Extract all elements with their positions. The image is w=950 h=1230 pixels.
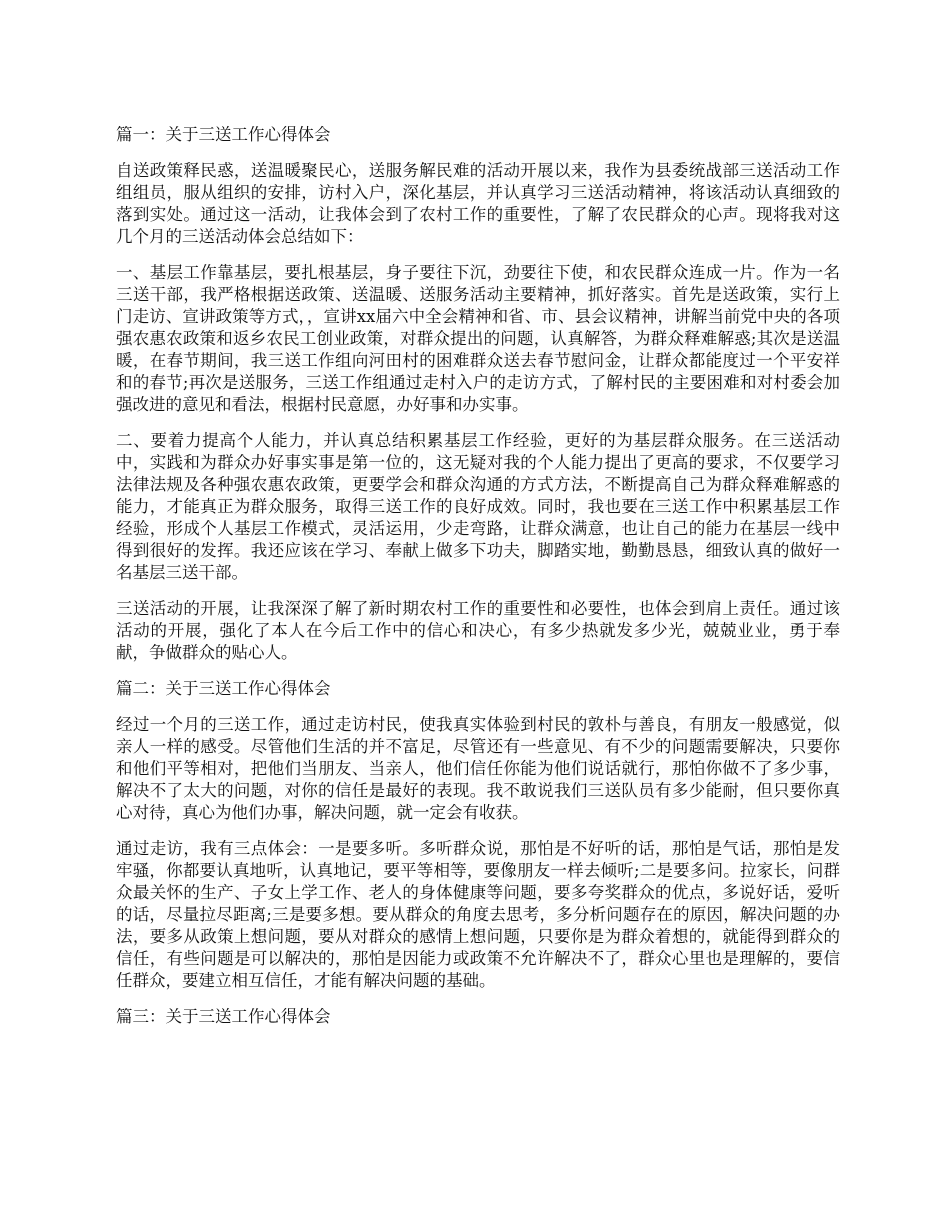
section-2 <box>116 678 840 992</box>
paragraph: 通过走访，我有三点体会：一是要多听。多听群众说，那怕是不好听的话，那怕是气话，那怕是发牢骚，你都要认真地听，认真地记，要平等相等，要像朋友一样去倾听;二是要多问。拉家长，问群众最关怀的生产、子女上学工作、老人的身体健康等问题，要多夸奖群众的优点，多说好话，爱听的话，尽量拉尽距离;三是要多想。要从群众的角度去思考，多分析问题存在的原因，解决问题的办法，要多从政策上想问题，要从对群众的感情上想问题，只要你是为群众着想的，就能得到群众的信任，有些问题是可以解决的，那怕是因能力或政策不允许解决不了，群众心里也是理解的，要信任群众，要建立相互信任，才能有解决问题的基础。 <box>116 839 840 990</box>
paragraph: 经过一个月的三送工作，通过走访村民，使我真实体验到村民的敦朴与善良，有朋友一般感觉，似亲人一样的感受。尽管他们生活的并不富足，尽管还有一些意见、有不少的问题需要解决，只要你和他们平等相对，把他们当朋友、当亲人，他们信任你能为他们说话就行，那怕你做不了多少事，解决不了太大的问题，对你的信任是最好的表现。我不敢说我们三送队员有多少能耐，但只要你真心对待，真心为他们办事，解决问题，就一定会有收获。 <box>116 715 840 822</box>
section-1 <box>116 124 840 664</box>
paragraph: 三送活动的开展，让我深深了解了新时期农村工作的重要性和必要性，也体会到肩上责任。通过该活动的开展，强化了本人在今后工作中的信心和决心，有多少热就发多少光，兢兢业业，勇于奉献，争做群众的贴心人。 <box>116 599 840 662</box>
paragraph: 一、基层工作靠基层，要扎根基层，身子要往下沉，劲要往下使，和农民群众连成一片。作为一名三送干部，我严格根据送政策、送温暖、送服务活动主要精神，抓好落实。首先是送政策，实行上门走访、宣讲政策等方式，，宣讲xx届六中全会精神和省、市、县会议精神，讲解当前党中央的各项强农惠农政策和返乡农民工创业政策，对群众提出的问题，认真解答，为群众释难解惑;其次是送温暖，在春节期间，我三送工作组向河田村的困难群众送去春节慰问金，让群众都能度过一个平安祥和的春节;再次是送服务，三送工作组通过走村入户的走访方式，了解村民的主要困难和对村委会加强改进的意见和看法，根据村民意愿，办好事和办实事。 <box>116 263 840 414</box>
document-page <box>116 124 840 1042</box>
section-title: 篇二：关于三送工作心得体会 <box>116 679 331 698</box>
section-title: 篇一：关于三送工作心得体会 <box>116 125 331 144</box>
section-title: 篇三：关于三送工作心得体会 <box>116 1007 331 1026</box>
section-3 <box>116 1006 840 1028</box>
paragraph: 二、要着力提高个人能力，并认真总结积累基层工作经验，更好的为基层群众服务。在三送活动中，实践和为群众办好事实事是第一位的，这无疑对我的个人能力提出了更高的要求，不仅要学习法律法规及各种强农惠农政策，更要学会和群众沟通的方式方法，不断提高自己为群众释难解惑的能力，才能真正为群众服务，取得三送工作的良好成效。同时，我也要在三送工作中积累基层工作经验，形成个人基层工作模式，灵活运用，少走弯路，让群众满意，也让自己的能力在基层一线中得到很好的发挥。我还应该在学习、奉献上做多下功夫，脚踏实地，勤勤恳恳，细致认真的做好一名基层三送干部。 <box>116 431 840 582</box>
paragraph: 自送政策释民惑，送温暖聚民心，送服务解民难的活动开展以来，我作为县委统战部三送活动工作组组员，服从组织的安排，访村入户，深化基层，并认真学习三送活动精神，将该活动认真细致的落到实处。通过这一活动，让我体会到了农村工作的重要性，了解了农民群众的心声。现将我对这几个月的三送活动体会总结如下： <box>116 161 840 246</box>
